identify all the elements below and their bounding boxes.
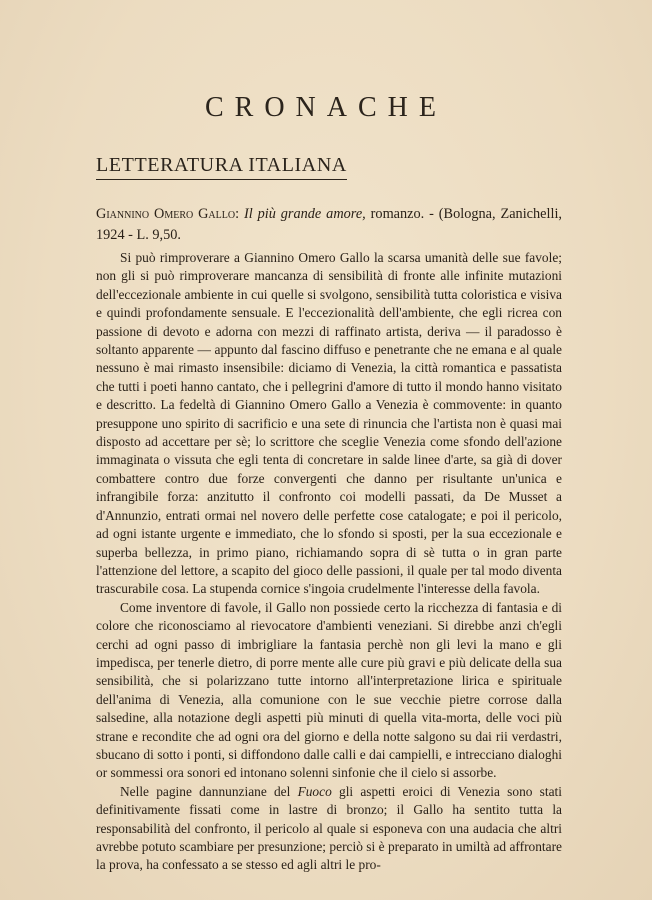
book-details: romanzo. - (Bologna, Zanichelli, 1924 - L. 9,50. [96, 206, 563, 243]
book-title: Il più grande amore, [243, 206, 366, 222]
paragraph [96, 783, 562, 875]
article-body [96, 249, 562, 875]
paragraph-text: gli aspetti eroici di Venezia sono stati definitivamente fissati come in lastre di bronzo; il Gallo ha sentito tutta la responsabilità del confronto, il pericolo al quale si esponeva con una audacia che altri avrebbe potuto scambiare per presunzione; perciò si è preparato in umiltà ad affrontare la prova, ha confessato a se stesso ed agli altri le pro- [96, 783, 562, 873]
running-title: CRONACHE [204, 92, 447, 123]
book-colon: : [235, 206, 240, 222]
paragraph: Si può rimproverare a Giannino Omero Gallo la scarsa umanità delle sue favole; non gli si può rimproverare mancanza di sensibilità di fronte alle infinite mutazioni dell'eccezionale ambiente in cui quelle si svolgono, sensibilità tutta coloristica e visiva e quindi profondamente sensuale. E l'eccezionalità dell'ambiente, che egli ricrea con passione di devoto e adorna con mezzi di raffinato artista, deriva — il paradosso è soltanto apparente — appunto dal fascino diffuso e penetrante che ne emana e al quale nessuno è mai rimasto insensibile: diciamo di Venezia, la città romantica e passatista che tutti i poeti hanno cantato, che i pellegrini d'amore di tutto il mondo hanno visitato e descritto. La fedeltà di Giannino Omero Gallo a Venezia è commovente: in quanto presuppone uno spirito di sacrificio e una sete di rinuncia che l'artista non è quasi mai disposto ad accettare per sè; lo scrittore che sceglie Venezia come sfondo dell'azione immaginata o vissuta che egli tenta di concretare in salde linee d'arte, sa già di dover combattere contro due forze convergenti che danno per risultante un'unica e infrangibile forza: anzitutto il confronto coi modelli passati, da De Musset a d'Annunzio, entrati ormai nel novero delle perfette cose catalogate; e poi il pericolo, ad ogni istante urgente e immediato, che lo sfondo si sposti, per la sua eccezionale e superba bellezza, in primo piano, richiamando sopra di sè tutta o in gran parte l'attenzione del lettore, a scapito del gioco delle passioni, il quale per tal modo diventa trascurabile cosa. La stupenda cornice s'ingoia crudelmente l'interesse della favola. [96, 250, 562, 597]
section-title: LETTERATURA ITALIANA [96, 154, 347, 180]
cited-work-title: Fuoco [297, 783, 332, 799]
paragraph-text: Nelle pagine dannunziane del [120, 783, 291, 799]
paragraph: Come inventore di favole, il Gallo non possiede certo la ricchezza di fantasia e di colore che riconosciamo al rievocatore d'ambienti veneziani. Si direbbe anzi ch'egli cerchi ad ogni passo di imbrigliare la fantasia perchè non gli levi la mano e gli impedisca, per tenerle dietro, di porre mente alle cure più gravi e più delicate della sua sensibilità, che si polarizzano tutte intorno all'interpretazione lirica e spirituale dell'anima di Venezia, alla comunione con le sue vecchie pietre corrose dalla salsedine, alla notazione degli aspetti più minuti di quella vita-morta, delle voci più strane e recondite che ad ogni ora del giorno e della notte salgono su dai rii verdastri, sbucano di sotto i ponti, si diffondono dalle calli e dai campielli, e intrecciano dialoghi or sommessi ora sonori ed intonano solenni sinfonie che il cielo si assorbe. [96, 599, 562, 781]
book-reference [96, 204, 562, 245]
book-author: Giannino Omero Gallo [96, 206, 236, 222]
